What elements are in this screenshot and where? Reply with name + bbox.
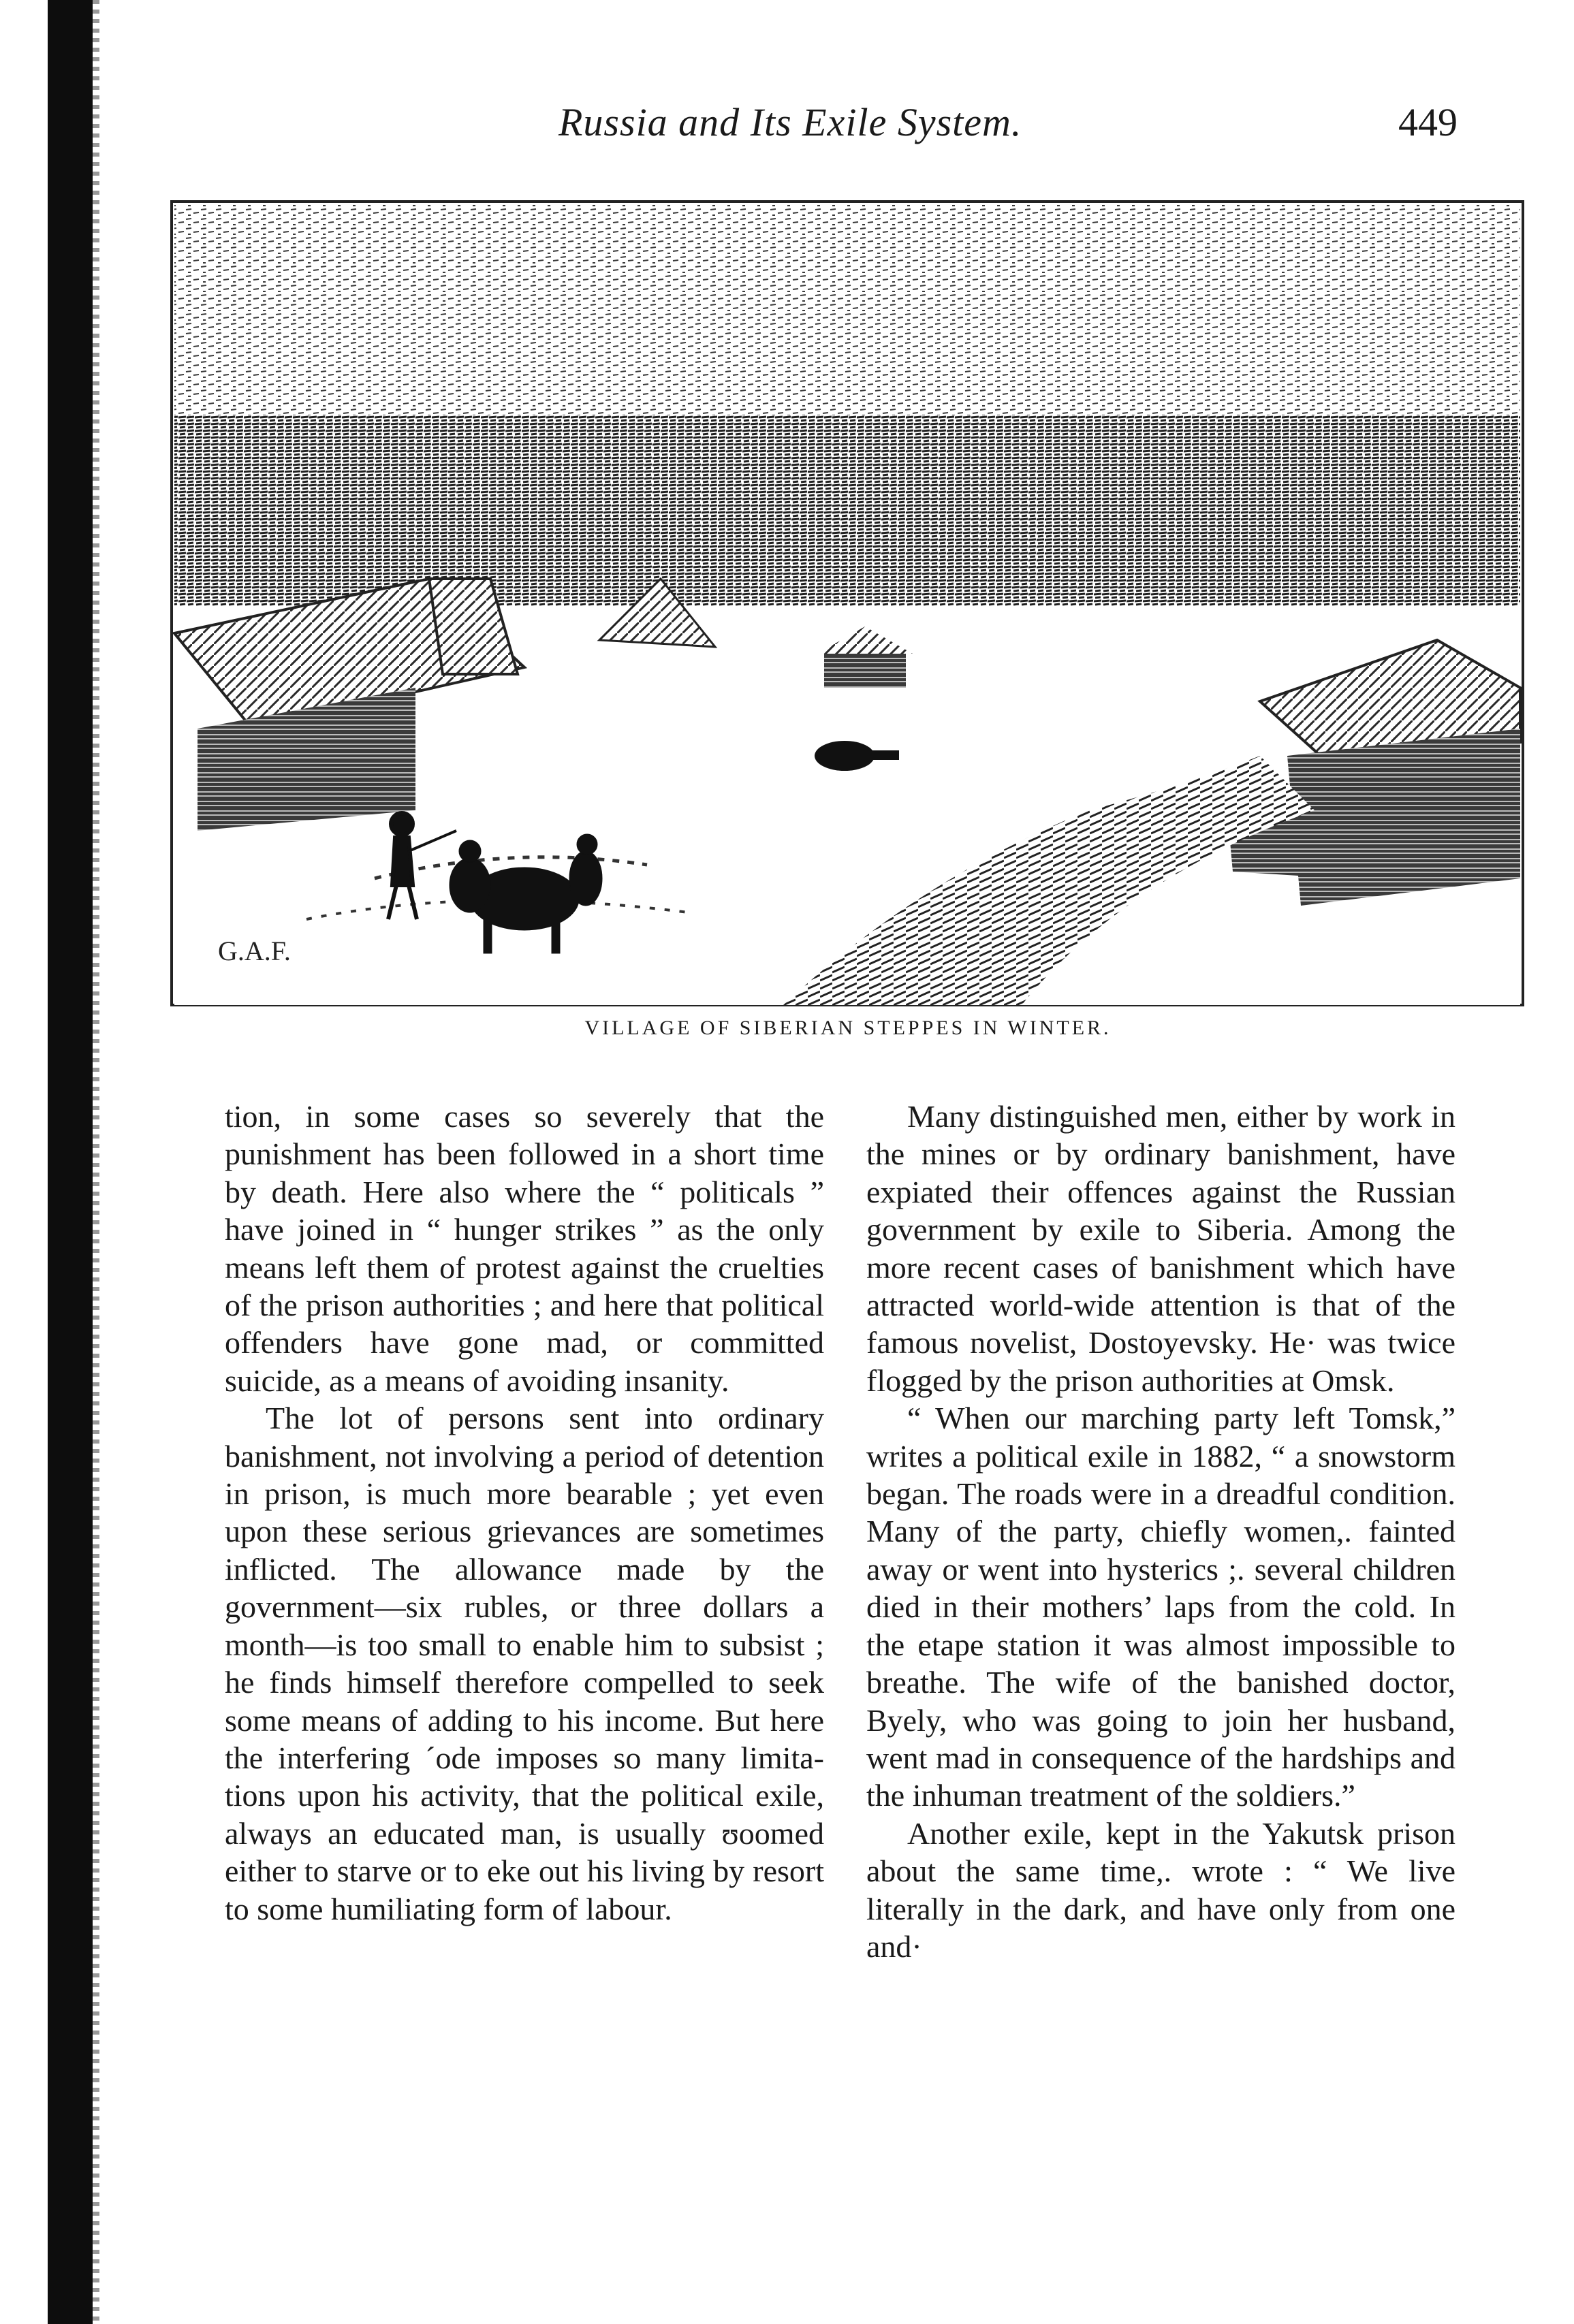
right-paragraph-1: Many distinguished men, either by work in the mines or by ordinary banishment, have expiated their offences against the Russian government by exile to Siberia. Among the more recent cases of banishment which have attracted world-wide attention is that of the famous novelist, Dostoyevsky. He· was twice flogged by the prison authorities at Omsk. bbox=[866, 1099, 1455, 1398]
right-paragraph-2: “ When our marching party left Tomsk,” writes a political exile in 1882, “ a snowstorm began. The roads were in a dreadful condition. Many of the party, chiefly women,. fainted away or went into hysterics ;. several children died in their mothers’ laps from the cold. In the etape station it was almost impossible to breathe. The wife of the banished doctor, Byely, who was going to join her husband, went mad in consequence of the hardships and the inhuman treatment of the soldiers.” bbox=[866, 1401, 1455, 1813]
left-paragraph-2: The lot of persons sent into ordinary banishment, not involving a period of detention in prison, is much more bearable ; yet even upon these serious grievances are sometimes inflicted. The allowance made by the government—six rubles, or three dollars a month—is too small to enable him to subsist ; he finds himself therefore compelled to seek some means of adding to his income. But here the interfering ´ode imposes so many limitations upon his activity, that the political exile, always an educated man, is usually ʊoomed either to starve or to eke out his living by resort to some humiliating form of labour. bbox=[225, 1401, 824, 1926]
artist-signature: G.A.F. bbox=[218, 936, 291, 966]
left-text-column bbox=[225, 1098, 824, 1928]
engraving-artwork bbox=[170, 197, 1526, 1008]
winter-village-illustration bbox=[170, 197, 1526, 1008]
page-number: 449 bbox=[1398, 100, 1458, 144]
binding-edge-texture bbox=[93, 0, 99, 2324]
running-header bbox=[225, 89, 1458, 157]
left-paragraph-1: tion, in some cases so severely that the punishment has been followed in a short time by death. Here also where the “ politicals ” have joined in “ hunger strikes ” as the only means left them of protest against the cruelties of the prison authorities ; and here that political offenders have gone mad, or committed suicide, as a means of avoiding insanity. bbox=[225, 1099, 824, 1398]
illustration-caption: VILLAGE OF SIBERIAN STEPPES IN WINTER. bbox=[584, 1017, 1112, 1039]
right-text-column bbox=[866, 1098, 1455, 1965]
binding-edge bbox=[48, 0, 93, 2324]
right-paragraph-3: Another exile, kept in the Yakutsk prison about the same time,. wrote : “ We live literally in the dark, and have only from one and· bbox=[866, 1815, 1455, 1964]
running-title: Russia and Its Exile System. bbox=[558, 100, 1022, 144]
